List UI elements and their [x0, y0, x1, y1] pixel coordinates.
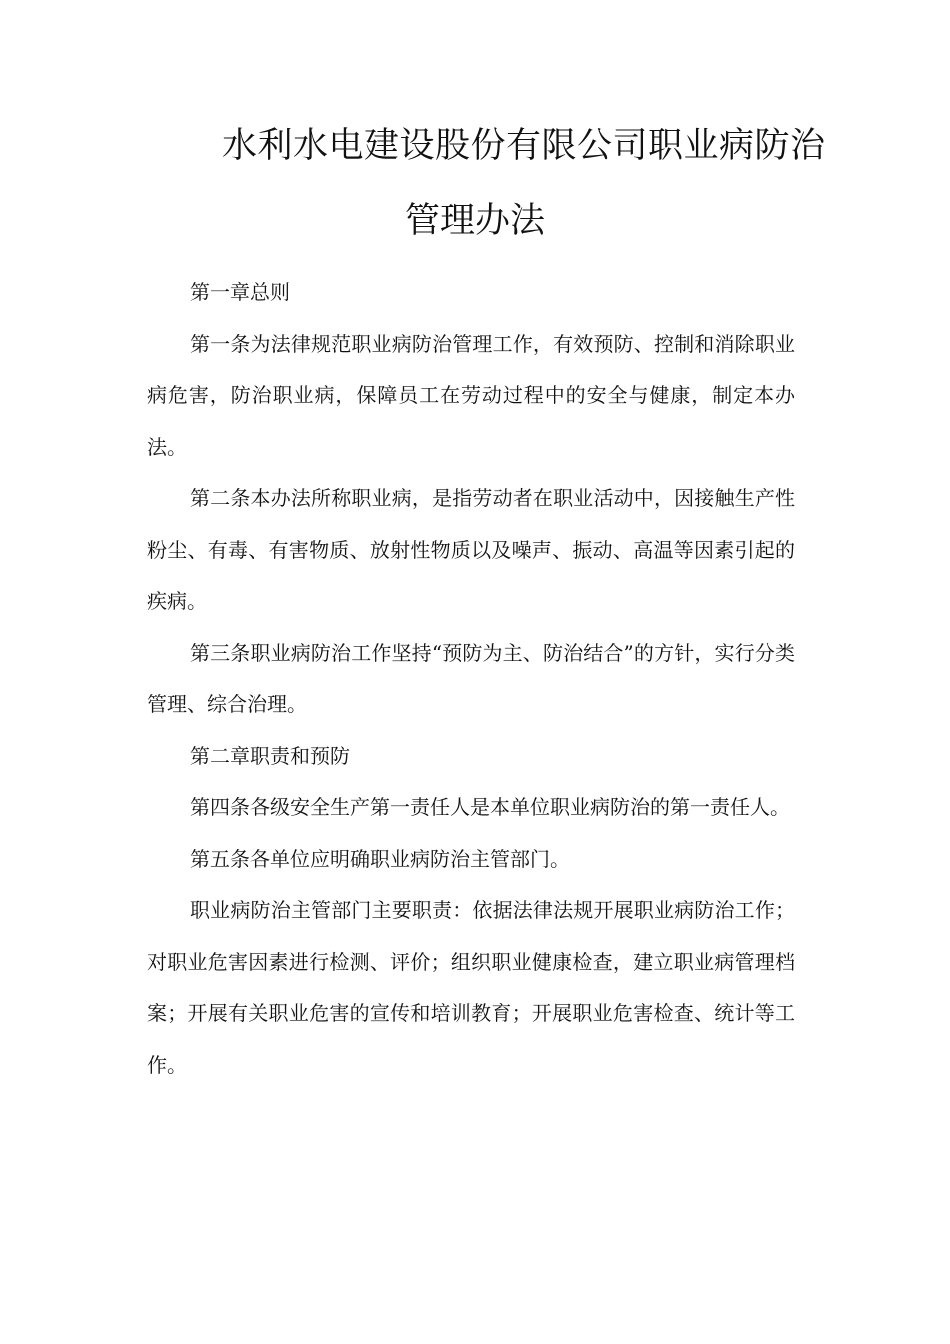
article-3: 第三条职业病防治工作坚持“预防为主、防治结合”的方针，实行分类管理、综合治理。 [147, 640, 795, 716]
article-1: 第一条为法律规范职业病防治管理工作，有效预防、控制和消除职业病危害，防治职业病，保障员工在劳动过程中的安全与健康，制定本办法。 [147, 331, 795, 459]
document-title-line-1: 水利水电建设股份有限公司职业病防治 [222, 126, 826, 166]
article-2: 第二条本办法所称职业病，是指劳动者在职业活动中，因接触生产性粉尘、有毒、有害物质、放射性物质以及噪声、振动、高温等因素引起的疾病。 [147, 486, 795, 613]
chapter-heading-2: 第二章职责和预防 [190, 743, 350, 768]
document-body [147, 267, 795, 1091]
article-5: 第五条各单位应明确职业病防治主管部门。 [190, 846, 570, 871]
article-4: 第四条各级安全生产第一责任人是本单位职业病防治的第一责任人。 [190, 795, 790, 819]
department-duties-paragraph: 职业病防治主管部门主要职责：依据法律法规开展职业病防治工作；对职业危害因素进行检测、评价；组织职业健康检查，建立职业病管理档案；开展有关职业危害的宣传和培训教育；开展职业危害检查、统计等工作。 [147, 898, 795, 1077]
document-title-line-2: 管理办法 [404, 201, 545, 241]
chapter-heading-1: 第一章总则 [190, 280, 290, 304]
